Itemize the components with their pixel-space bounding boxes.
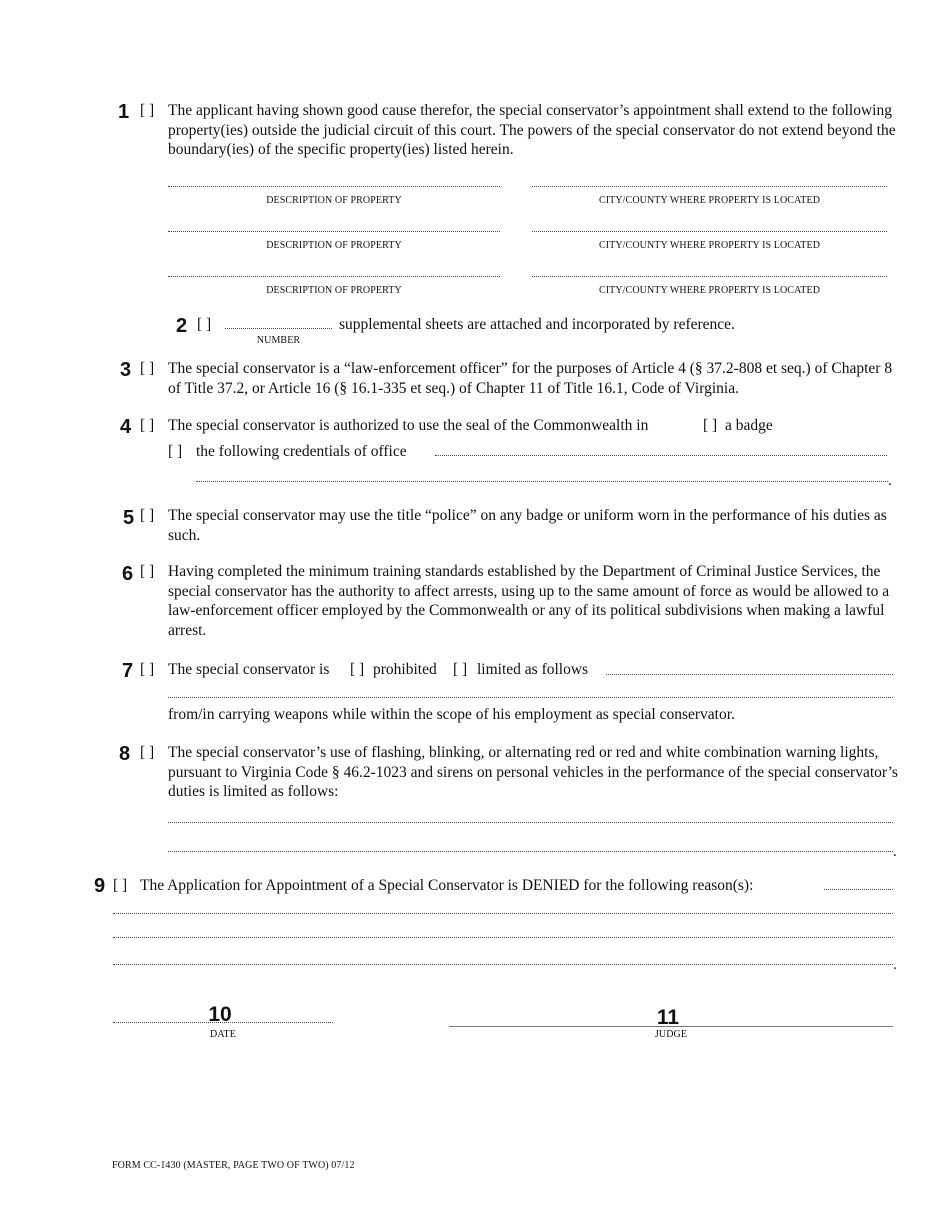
item-4-number: 4 bbox=[120, 416, 132, 438]
item-8-text: The special conservator’s use of flashing, blinking, or alternating red or red and white combination warning lights, pursuant to Virginia Code § 46.2-1023 and sirens on personal vehicles in the performance of the special conservator’s duties is limited as follows: bbox=[168, 744, 898, 800]
item-1-text: The applicant having shown good cause therefor, the special conservator’s appointment shall extend to the following property(ies) outside the judicial circuit of this court. The powers of the special conservator do not extend beyond the boundary(ies) of the specific property(ies) listed herein. bbox=[168, 102, 896, 158]
warning-lights-line-1[interactable] bbox=[168, 822, 893, 823]
item-2-text: supplemental sheets are attached and incorporated by reference. bbox=[339, 316, 735, 333]
warning-lights-period: . bbox=[893, 844, 897, 860]
item-9-text: The Application for Appointment of a Special Conservator is DENIED for the following reason(s): bbox=[140, 877, 754, 894]
weapons-limit-line-1[interactable] bbox=[606, 674, 893, 675]
property-description-line-1[interactable] bbox=[168, 186, 500, 187]
item-4-text: The special conservator is authorized to use the seal of the Commonwealth in bbox=[168, 417, 649, 434]
item-4-checkbox[interactable]: [ ] bbox=[140, 417, 155, 434]
supplemental-number-caption: NUMBER bbox=[256, 335, 301, 346]
credentials-checkbox[interactable]: [ ] bbox=[168, 443, 183, 460]
badge-option-label: a badge bbox=[725, 417, 773, 434]
prohibited-option-label: prohibited bbox=[373, 661, 437, 678]
item-3-text: The special conservator is a “law-enforcement officer” for the purposes of Article 4 (§ 37.2-808 et seq.) of Chapter 8 of Title 37.2, or Article 16 (§ 16.1-335 et seq.) of Chapter 11 of Title 16.1, Code of Virginia. bbox=[168, 360, 893, 397]
date-caption: DATE bbox=[210, 1029, 236, 1040]
property-description-caption-1: DESCRIPTION OF PROPERTY bbox=[266, 195, 402, 206]
property-location-caption-2: CITY/COUNTY WHERE PROPERTY IS LOCATED bbox=[598, 240, 821, 251]
denial-reason-line-2[interactable] bbox=[113, 913, 893, 914]
item-5-number: 5 bbox=[123, 507, 135, 529]
denial-reason-line-3[interactable] bbox=[113, 937, 893, 938]
form-footer: FORM CC-1430 (MASTER, PAGE TWO OF TWO) 07/12 bbox=[112, 1160, 355, 1171]
item-7-continuation-text: from/in carrying weapons while within the scope of his employment as special conservator. bbox=[168, 706, 735, 723]
item-7-number: 7 bbox=[122, 660, 134, 682]
property-description-caption-2: DESCRIPTION OF PROPERTY bbox=[266, 240, 402, 251]
item-1-number: 1 bbox=[118, 101, 130, 123]
item-5-text: The special conservator may use the title “police” on any badge or uniform worn in the performance of his duties as such. bbox=[168, 507, 887, 544]
warning-lights-line-2[interactable] bbox=[168, 851, 893, 852]
denial-reason-line-4[interactable] bbox=[113, 964, 893, 965]
property-description-line-2[interactable] bbox=[168, 231, 500, 232]
item-8-number: 8 bbox=[119, 743, 131, 765]
item-3-number: 3 bbox=[120, 359, 132, 381]
property-location-line-2[interactable] bbox=[532, 231, 887, 232]
date-number: 10 bbox=[208, 1003, 232, 1026]
item-1-checkbox[interactable]: [ ] bbox=[140, 102, 155, 119]
credentials-option-label: the following credentials of office bbox=[196, 443, 407, 460]
property-description-caption-3: DESCRIPTION OF PROPERTY bbox=[266, 285, 402, 296]
property-location-caption-3: CITY/COUNTY WHERE PROPERTY IS LOCATED bbox=[598, 285, 821, 296]
property-description-line-3[interactable] bbox=[168, 276, 500, 277]
item-8-checkbox[interactable]: [ ] bbox=[140, 744, 155, 761]
prohibited-checkbox[interactable]: [ ] bbox=[350, 661, 365, 678]
badge-checkbox[interactable]: [ ] bbox=[703, 417, 718, 434]
denial-reason-period: . bbox=[893, 957, 897, 973]
weapons-limit-line-2[interactable] bbox=[168, 697, 893, 698]
item-6-checkbox[interactable]: [ ] bbox=[140, 563, 155, 580]
supplemental-sheets-number-field[interactable] bbox=[225, 328, 332, 329]
item-7-checkbox[interactable]: [ ] bbox=[140, 661, 155, 678]
property-location-line-3[interactable] bbox=[532, 276, 887, 277]
property-location-line-1[interactable] bbox=[532, 186, 887, 187]
item-3-checkbox[interactable]: [ ] bbox=[140, 360, 155, 377]
item-6-number: 6 bbox=[122, 563, 134, 585]
item-9-checkbox[interactable]: [ ] bbox=[113, 877, 128, 894]
property-location-caption-1: CITY/COUNTY WHERE PROPERTY IS LOCATED bbox=[598, 195, 821, 206]
denial-reason-line-1[interactable] bbox=[824, 889, 893, 890]
limited-option-label: limited as follows bbox=[477, 661, 589, 678]
item-6-text: Having completed the minimum training standards established by the Department of Criminal Justice Services, the special conservator has the authority to affect arrests, using up to the same amount of force as would be allowed to a law-enforcement officer employed by the Commonwealth or any of its political subdivisions when making a lawful arrest. bbox=[168, 563, 890, 639]
limited-checkbox[interactable]: [ ] bbox=[453, 661, 468, 678]
judge-caption: JUDGE bbox=[654, 1029, 688, 1040]
item-9-number: 9 bbox=[94, 875, 106, 897]
credentials-period: . bbox=[888, 473, 892, 489]
item-2-checkbox[interactable]: [ ] bbox=[197, 316, 212, 333]
credentials-line-2[interactable] bbox=[196, 481, 888, 482]
credentials-line-1[interactable] bbox=[435, 455, 887, 456]
item-2-number: 2 bbox=[176, 315, 188, 337]
judge-number: 11 bbox=[656, 1006, 680, 1029]
item-5-checkbox[interactable]: [ ] bbox=[140, 507, 155, 524]
item-7-text: The special conservator is bbox=[168, 661, 330, 678]
